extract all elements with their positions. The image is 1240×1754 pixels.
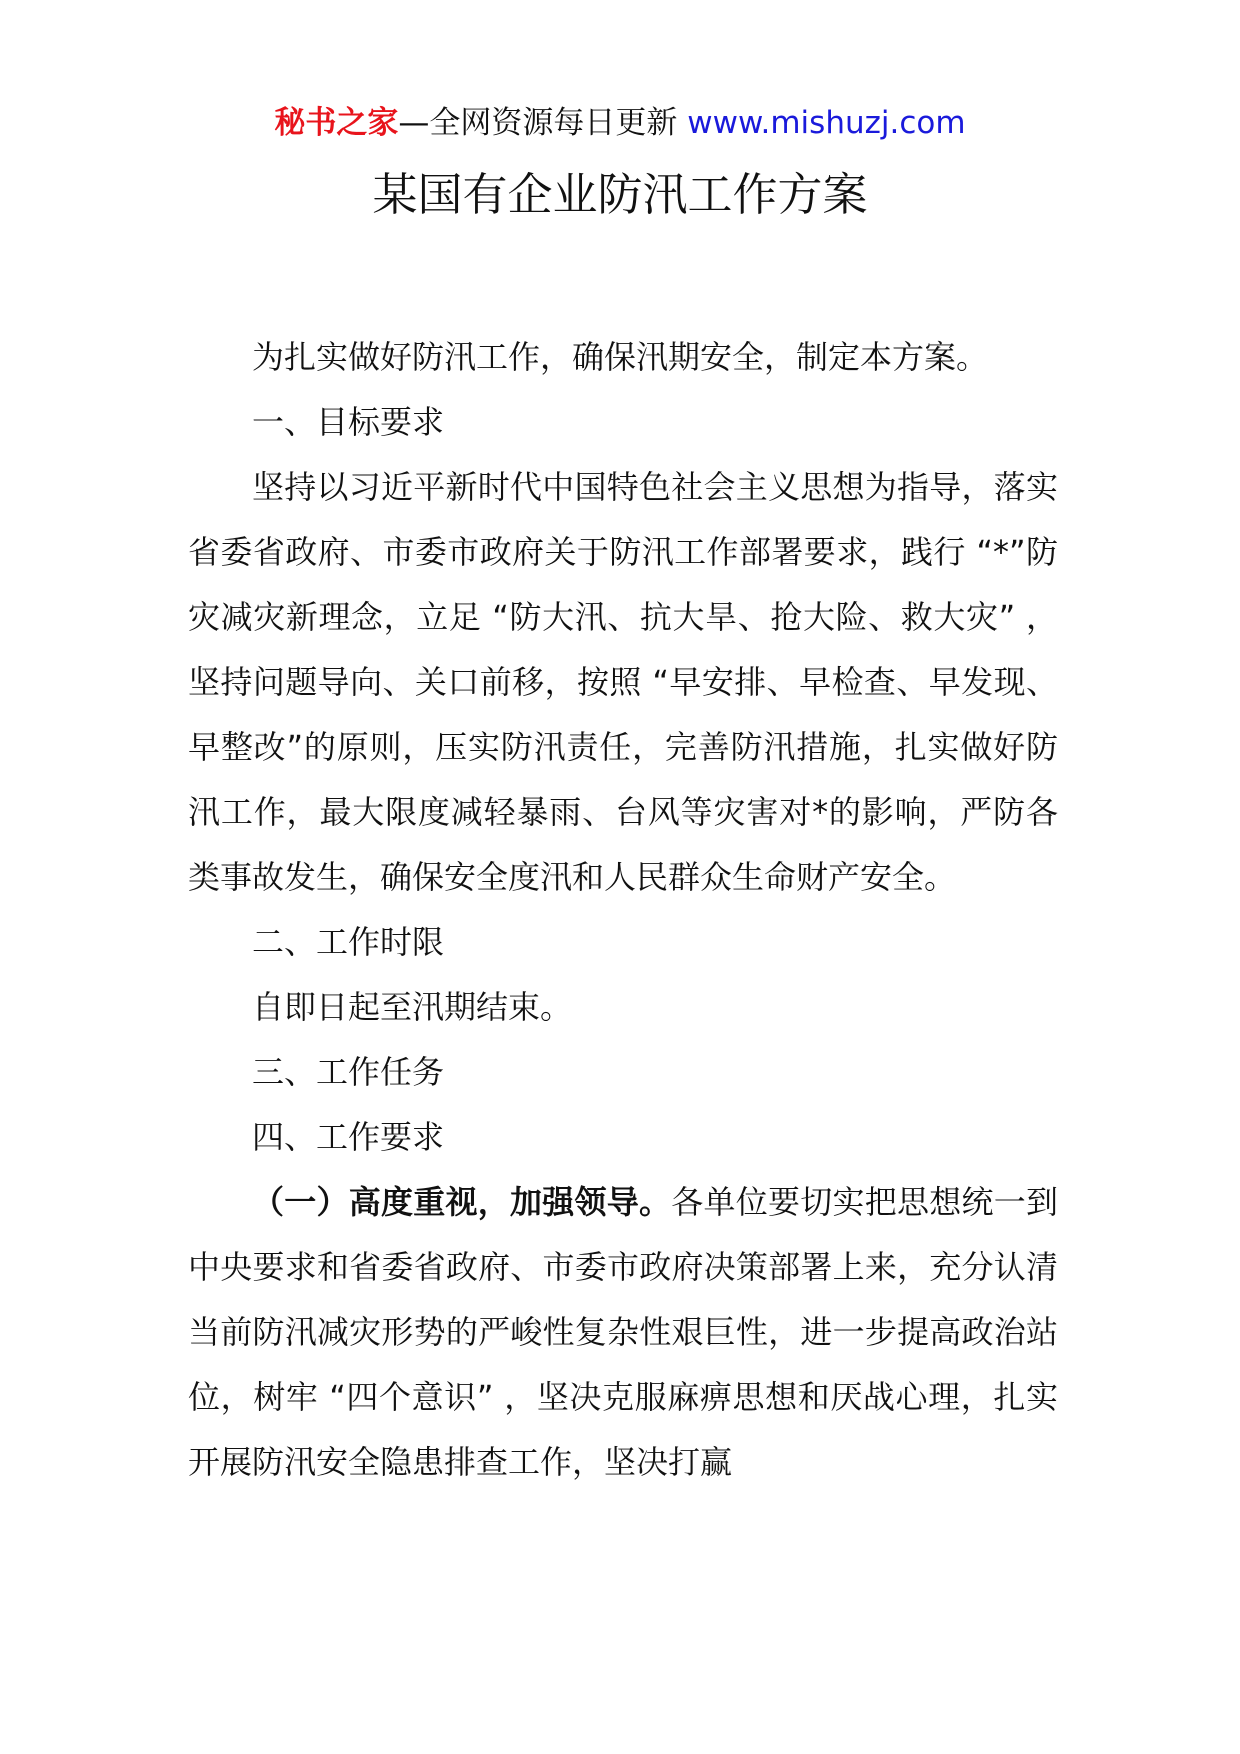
section-heading-goals: 一、目标要求 xyxy=(252,403,445,441)
section-heading-tasks: 三、工作任务 xyxy=(252,1053,445,1091)
requirement-item-1 xyxy=(188,1170,1058,1495)
intro-paragraph: 为扎实做好防汛工作，确保汛期安全，制定本方案。 xyxy=(252,338,989,376)
site-tagline: —全网资源每日更新 xyxy=(398,105,678,141)
site-header xyxy=(0,100,1240,146)
requirement-item-1-body: 各单位要切实把思想统一到中央要求和省委省政府、市委市政府决策部署上来，充分认清当前防汛减灾形势的严峻性复杂性艰巨性，进一步提高政治站位，树牢 “四个意识” ，坚决克服麻痹思想和厌战心理，扎实开展防汛安全隐患排查工作，坚决打赢 xyxy=(188,1183,1058,1481)
timeframe-paragraph: 自即日起至汛期结束。 xyxy=(252,988,573,1026)
site-brand: 秘书之家 xyxy=(274,105,399,141)
goals-paragraph: 坚持以习近平新时代中国特色社会主义思想为指导，落实省委省政府、市委市政府关于防汛工作部署要求，践行 “*”防灾减灾新理念，立足 “防大汛、抗大旱、抢大险、救大灾” ，坚持问题导向、关口前移，按照 “早安排、早检查、早发现、早整改”的原则，压实防汛责任，完善防汛措施，扎实做好防汛工作，最大限度减轻暴雨、台风等灾害对*的影响，严防各类事故发生，确保安全度汛和人民群众生命财产安全。 xyxy=(188,468,1058,896)
document-title: 某国有企业防汛工作方案 xyxy=(372,168,868,221)
section-heading-timeframe: 二、工作时限 xyxy=(252,923,445,961)
requirement-item-1-lead: （一）高度重视，加强领导。 xyxy=(252,1183,672,1221)
section-heading-requirements: 四、工作要求 xyxy=(252,1118,445,1156)
document-body xyxy=(188,325,1058,1495)
site-url-link[interactable]: www.mishuzj.com xyxy=(687,105,966,141)
